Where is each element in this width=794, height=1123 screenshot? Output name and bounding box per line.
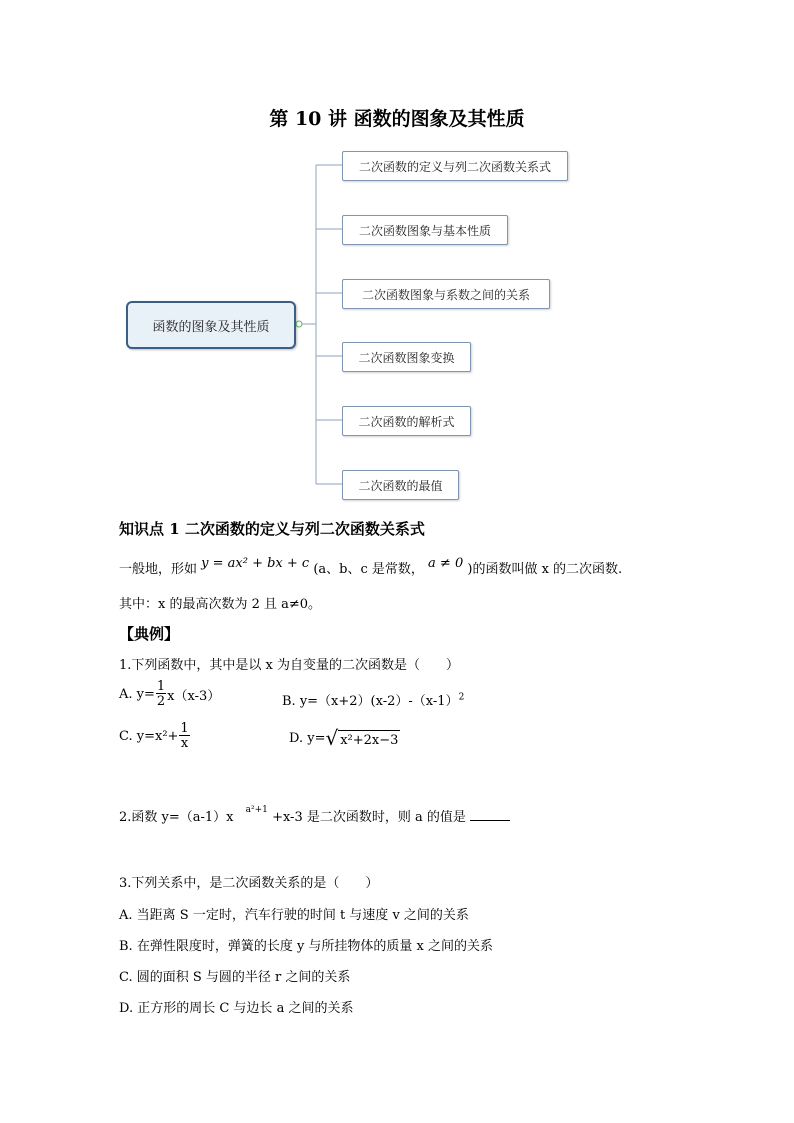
sqrt-radicand: x²+2x−3 <box>338 730 400 748</box>
q3-option-b: B. 在弹性限度时，弹簧的长度 y 与所挂物体的质量 x 之间的关系 <box>119 939 494 954</box>
question-2-suffix: +x-3 是二次函数时，则 a 的值是 <box>272 810 466 825</box>
definition-paren: (a、b、c 是常数， <box>313 562 424 577</box>
q1-option-c <box>119 722 191 750</box>
page-title: 第 10 讲 函数的图象及其性质 <box>269 108 525 130</box>
definition-line <box>119 558 622 577</box>
definition-condition: a ≠ 0 <box>428 556 464 571</box>
q3-option-c: C. 圆的面积 S 与圆的半径 r 之间的关系 <box>119 970 351 985</box>
mindmap-branch: 二次函数图象变换 <box>342 342 471 372</box>
question-2-prefix: 2.函数 y=（a-1）x <box>119 810 234 825</box>
q1-option-a-fraction <box>156 680 166 708</box>
answer-blank[interactable] <box>470 808 510 821</box>
q3-option-d: D. 正方形的周长 C 与边长 a 之间的关系 <box>119 1001 354 1016</box>
fraction-denominator: x <box>180 736 189 751</box>
mindmap-branch: 二次函数图象与基本性质 <box>342 215 508 245</box>
example-label: 【典例】 <box>119 625 180 643</box>
fraction-numerator: 1 <box>156 679 166 694</box>
q1-option-a-suffix: x（x-3） <box>167 688 221 704</box>
definition-formula: y = ax² + bx + c <box>201 556 310 571</box>
mindmap-root: 函数的图象及其性质 <box>126 301 296 349</box>
q1-option-a-prefix: A. y= <box>119 686 155 702</box>
question-2-exponent: a²+1 <box>245 804 268 815</box>
section-heading: 知识点 1 二次函数的定义与列二次函数关系式 <box>119 520 425 538</box>
mindmap-branch: 二次函数的定义与列二次函数关系式 <box>342 151 568 181</box>
definition-suffix: )的函数叫做 x 的二次函数. <box>467 562 623 577</box>
q3-option-a: A. 当距离 S 一定时，汽车行驶的时间 t 与速度 v 之间的关系 <box>119 908 469 923</box>
fraction-denominator: 2 <box>156 694 166 709</box>
q1-option-c-fraction <box>179 722 189 750</box>
q1-option-b-text: B. y=（x+2）(x-2）-（x-1） <box>282 694 459 709</box>
sqrt-expression <box>325 728 400 748</box>
question-2 <box>119 806 510 825</box>
mindmap-branch: 二次函数的最值 <box>342 470 459 500</box>
q1-option-b-exponent: 2 <box>458 692 465 703</box>
definition-note: 其中：x 的最高次数为 2 且 a≠0。 <box>119 597 322 612</box>
q1-option-c-prefix: C. y=x²+ <box>119 728 179 744</box>
q1-option-b <box>282 690 464 709</box>
question-3-stem: 3.下列关系中，是二次函数关系的是（ ） <box>119 876 379 891</box>
q1-option-a <box>119 680 220 708</box>
q1-option-d-prefix: D. y= <box>289 730 326 746</box>
definition-prefix: 一般地，形如 <box>119 562 198 577</box>
sqrt-sign-icon: √ <box>325 726 339 750</box>
question-1-stem: 1.下列函数中，其中是以 x 为自变量的二次函数是（ ） <box>119 658 459 673</box>
q1-option-d <box>289 728 400 748</box>
mindmap-branch: 二次函数的解析式 <box>342 406 471 436</box>
fraction-numerator: 1 <box>180 721 189 736</box>
mindmap-branch: 二次函数图象与系数之间的关系 <box>342 279 550 309</box>
